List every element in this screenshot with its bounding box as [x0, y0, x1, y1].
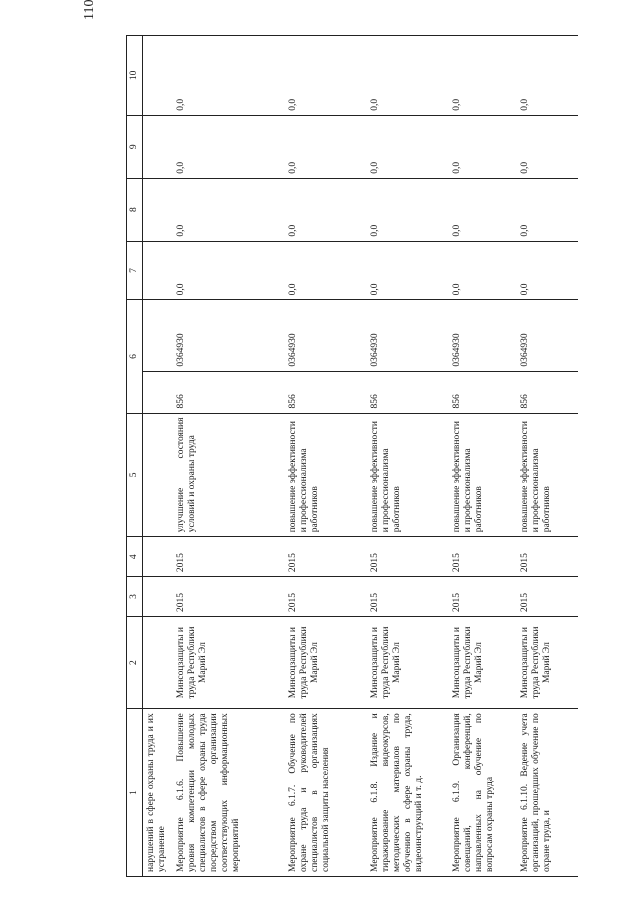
header-col-6: 6 — [127, 300, 143, 413]
header-col-3: 3 — [127, 577, 143, 617]
header-col-9: 9 — [127, 115, 143, 178]
header-col-2: 2 — [127, 616, 143, 708]
program-activities-table — [126, 35, 578, 877]
grbs-code-cell — [142, 371, 174, 413]
header-col-4: 4 — [127, 537, 143, 577]
value-cell: 0,0 — [174, 241, 286, 300]
csr-code-cell: 0364930 — [174, 300, 286, 371]
csr-code-cell: 0364930 — [286, 300, 368, 371]
start-year-cell: 2015 — [286, 577, 368, 617]
activity-cell: Мероприятие 6.1.6. Повышение уровня компетенции молодых специалистов в сфере охраны труда посредством организации соответствующих информационных мероприятий — [174, 709, 286, 877]
value-cell: 0,0 — [286, 241, 368, 300]
value-cell: 0,0 — [518, 178, 578, 241]
result-cell — [142, 413, 174, 537]
grbs-code-cell: 856 — [174, 371, 286, 413]
activity-cell: Мероприятие 6.1.9. Организация совещаний, конференций, направленных на обучение по вопросам охраны труда — [450, 709, 518, 877]
end-year-cell: 2015 — [174, 537, 286, 577]
value-cell: 0,0 — [518, 115, 578, 178]
end-year-cell: 2015 — [450, 537, 518, 577]
header-col-7: 7 — [127, 241, 143, 300]
value-cell: 0,0 — [518, 36, 578, 116]
value-cell: 0,0 — [518, 241, 578, 300]
result-cell: улучшение состояния условий и охраны труда — [174, 413, 286, 537]
value-cell — [142, 178, 174, 241]
value-cell: 0,0 — [450, 115, 518, 178]
result-cell: повышение эффективности и профессионализма работников — [450, 413, 518, 537]
csr-code-cell: 0364930 — [368, 300, 450, 371]
value-cell: 0,0 — [368, 36, 450, 116]
executor-cell: Минсоцзащиты и труда Республики Марий Эл — [518, 616, 578, 708]
result-cell: повышение эффективности и профессионализма работников — [286, 413, 368, 537]
executor-cell: Минсоцзащиты и труда Республики Марий Эл — [286, 616, 368, 708]
grbs-code-cell: 856 — [518, 371, 578, 413]
header-row — [127, 36, 143, 877]
page-number: 110 — [82, 0, 97, 20]
start-year-cell — [142, 577, 174, 617]
activity-cell: Мероприятие 6.1.8. Издание и тиражирование видеокурсов, методических материалов по обучению в сфере охраны труда, видеоинструкций и т. д. — [368, 709, 450, 877]
header-col-1: 1 — [127, 709, 143, 877]
result-cell: повышение эффективности и профессионализма работников — [518, 413, 578, 537]
value-cell: 0,0 — [286, 115, 368, 178]
start-year-cell: 2015 — [450, 577, 518, 617]
value-cell: 0,0 — [286, 178, 368, 241]
value-cell: 0,0 — [450, 36, 518, 116]
table-row — [368, 36, 450, 877]
rotated-table-page — [126, 35, 614, 877]
value-cell: 0,0 — [174, 178, 286, 241]
table-row — [450, 36, 518, 877]
value-cell — [142, 241, 174, 300]
csr-code-cell — [142, 300, 174, 371]
header-col-5: 5 — [127, 413, 143, 537]
header-col-8: 8 — [127, 178, 143, 241]
activity-cell: Мероприятие 6.1.7. Обучение по охране труда и руководителей специалистов в организациях социальной защиты населения — [286, 709, 368, 877]
end-year-cell: 2015 — [286, 537, 368, 577]
grbs-code-cell: 856 — [286, 371, 368, 413]
table-row — [142, 36, 174, 877]
executor-cell: Минсоцзащиты и труда Республики Марий Эл — [368, 616, 450, 708]
activity-cell: нарушений в сфере охраны труда и их устранение — [142, 709, 174, 877]
result-cell: повышение эффективности и профессионализма работников — [368, 413, 450, 537]
value-cell: 0,0 — [368, 115, 450, 178]
value-cell: 0,0 — [368, 178, 450, 241]
csr-code-cell: 0364930 — [450, 300, 518, 371]
end-year-cell: 2015 — [518, 537, 578, 577]
executor-cell: Минсоцзащиты и труда Республики Марий Эл — [174, 616, 286, 708]
value-cell: 0,0 — [450, 178, 518, 241]
grbs-code-cell: 856 — [368, 371, 450, 413]
value-cell: 0,0 — [174, 115, 286, 178]
value-cell: 0,0 — [368, 241, 450, 300]
table-row — [518, 36, 578, 877]
executor-cell: Минсоцзащиты и труда Республики Марий Эл — [450, 616, 518, 708]
executor-cell — [142, 616, 174, 708]
start-year-cell: 2015 — [518, 577, 578, 617]
start-year-cell: 2015 — [174, 577, 286, 617]
value-cell: 0,0 — [286, 36, 368, 116]
end-year-cell: 2015 — [368, 537, 450, 577]
table-row — [174, 36, 286, 877]
value-cell: 0,0 — [174, 36, 286, 116]
table-row — [286, 36, 368, 877]
value-cell — [142, 115, 174, 178]
value-cell — [142, 36, 174, 116]
start-year-cell: 2015 — [368, 577, 450, 617]
header-col-10: 10 — [127, 36, 143, 116]
end-year-cell — [142, 537, 174, 577]
activity-cell: Мероприятие 6.1.10. Ведение учета организаций, прошедших обучение по охране труда, и — [518, 709, 578, 877]
value-cell: 0,0 — [450, 241, 518, 300]
grbs-code-cell: 856 — [450, 371, 518, 413]
csr-code-cell: 0364930 — [518, 300, 578, 371]
